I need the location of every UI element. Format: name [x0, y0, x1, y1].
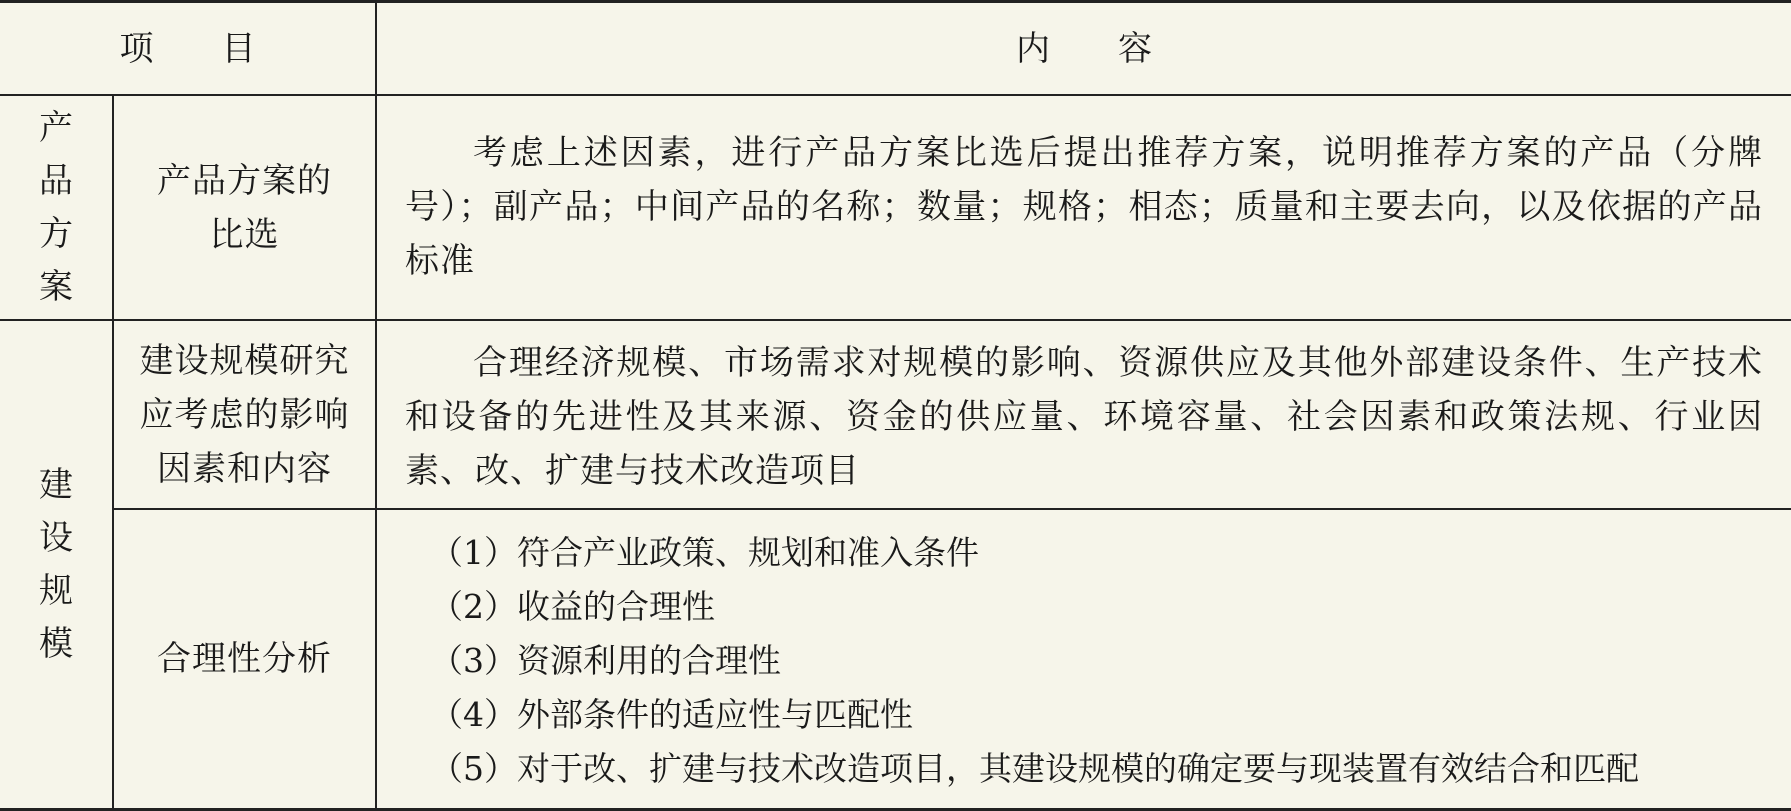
- category-char: 规: [39, 570, 73, 611]
- list-item: （2）收益的合理性: [430, 587, 715, 626]
- content-product-comparison: [377, 126, 1791, 296]
- content-text: 考虑上述因素，进行产品方案比选后提出推荐方案，说明推荐方案的产品（分牌号）；副产品；中间产品的名称；数量；规格；相态；质量和主要去向，以及依据的产品标准: [405, 133, 1763, 281]
- header-content: [377, 3, 1791, 94]
- item-scale-factors: [114, 321, 375, 508]
- content-rationality-list: [430, 526, 1775, 801]
- item-label: 产品方案的比选: [157, 160, 332, 255]
- header-item: [0, 3, 375, 94]
- item-rationality-analysis: [114, 510, 375, 808]
- category-char: 模: [39, 623, 73, 664]
- list-item: （5）对于改、扩建与技术改造项目，其建设规模的确定要与现装置有效结合和匹配: [430, 749, 1639, 788]
- category-char: 方: [39, 213, 73, 254]
- category-char: 设: [39, 517, 73, 558]
- content-scale-factors: [377, 336, 1791, 496]
- list-item: （4）外部条件的适应性与匹配性: [430, 695, 913, 734]
- header-content-label: 内 容: [1016, 28, 1152, 69]
- header-item-label: 项 目: [119, 28, 256, 69]
- list-item: （1）符合产业政策、规划和准入条件: [430, 533, 979, 572]
- category-construction-scale: [0, 321, 112, 808]
- category-char: 案: [39, 266, 73, 307]
- item-product-comparison: [114, 96, 375, 319]
- list-item: （3）资源利用的合理性: [430, 641, 781, 680]
- category-product-scheme: [0, 96, 112, 319]
- category-char: 产: [39, 107, 73, 148]
- category-char: 品: [39, 160, 73, 201]
- content-text: 合理经济规模、市场需求对规模的影响、资源供应及其他外部建设条件、生产技术和设备的先进性及其来源、资金的供应量、环境容量、社会因素和政策法规、行业因素、改、扩建与技术改造项目: [405, 343, 1763, 491]
- item-label: 合理性分析: [157, 639, 332, 679]
- category-char: 建: [39, 464, 73, 505]
- item-label: 建设规模研究应考虑的影响因素和内容: [139, 340, 350, 489]
